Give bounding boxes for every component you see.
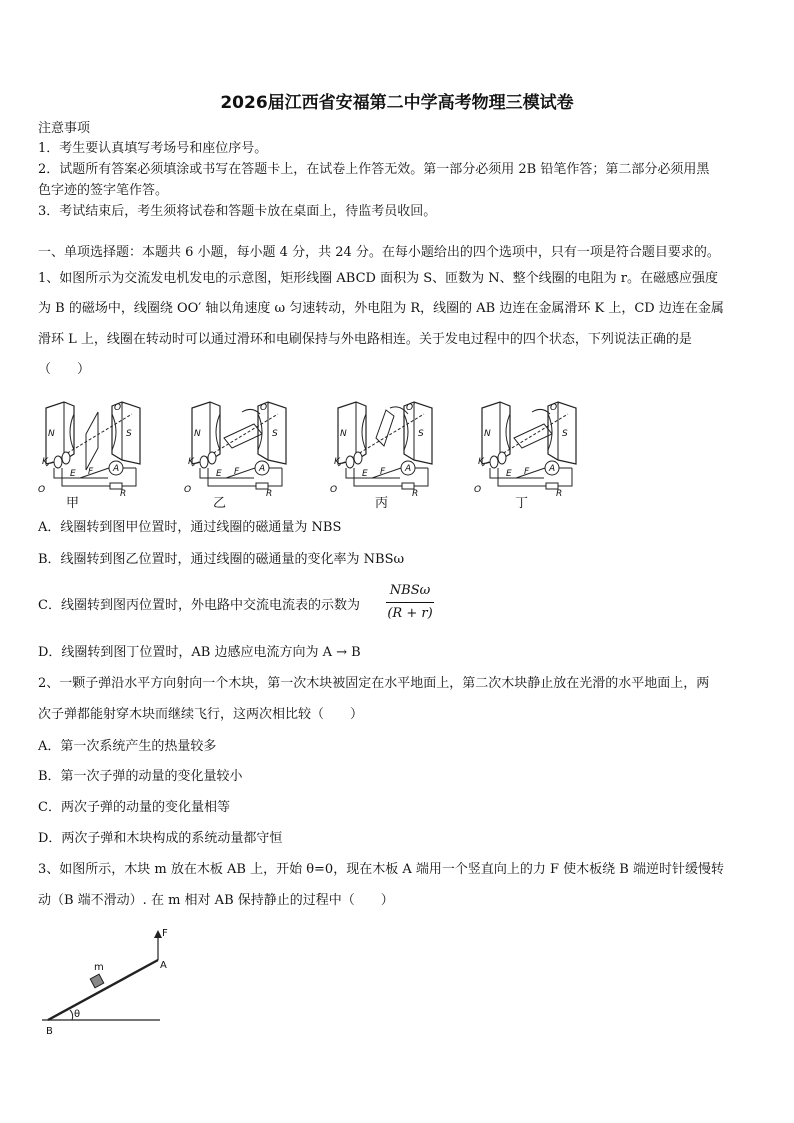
label-n: N xyxy=(340,429,347,439)
label-ammeter: A xyxy=(405,464,412,474)
label-f: F xyxy=(380,467,386,477)
option-a: A．线圈转到图甲位置时，通过线圈的磁通量为 NBS xyxy=(38,520,342,535)
label-k: K xyxy=(188,457,194,467)
label-b: B xyxy=(46,1026,53,1037)
label-o: O xyxy=(474,485,482,495)
label-force: F xyxy=(162,928,168,939)
label-o-prime: O′ xyxy=(114,403,124,413)
label-r: R xyxy=(556,489,563,499)
label-n: N xyxy=(48,429,55,439)
question-text: （ ） xyxy=(38,362,91,377)
label-k: K xyxy=(42,457,48,467)
option-c: C．线圈转到图丙位置时，外电路中交流电流表的示数为 xyxy=(38,598,360,613)
label-n: N xyxy=(194,429,201,439)
option-b: B．第一次子弹的动量的变化量较小 xyxy=(38,769,243,784)
notice-item: 3．考试结束后，考生须将试卷和答题卡放在桌面上，待监考员收回。 xyxy=(38,204,437,219)
option-d: D．线圈转到图丁位置时，AB 边感应电流方向为 A → B xyxy=(38,645,361,660)
question-text: 滑环 L 上，线圈在转动时可以通过滑环和电刷保持与外电路相连。关于发电过程中的四个状态，下列说法正确的是 xyxy=(38,332,692,347)
notice-item: 2．试题所有答案必须填涂或书写在答题卡上，在试卷上作答无效。第一部分必须用 2B 铅笔作答；第二部分必须用黑 xyxy=(38,162,710,177)
notice-item: 色字迹的签字笔作答。 xyxy=(38,183,169,198)
label-f: F xyxy=(234,467,240,477)
figure-label-ding: 丁 xyxy=(515,496,529,511)
label-s: S xyxy=(418,429,424,439)
label-o-prime: O′ xyxy=(406,403,416,413)
label-s: S xyxy=(562,429,568,439)
generator-figures xyxy=(36,394,756,512)
label-e: E xyxy=(506,469,512,479)
label-r: R xyxy=(266,489,273,499)
label-s: S xyxy=(272,429,278,439)
question-text: 2、一颗子弹沿水平方向射向一个木块，第一次木块被固定在水平地面上，第二次木块静止放在光滑的水平地面上，两 xyxy=(38,676,710,691)
figure-label-jia: 甲 xyxy=(66,496,80,511)
label-o: O xyxy=(38,485,46,495)
question-text: 动（B 端不滑动）. 在 m 相对 AB 保持静止的过程中（ ） xyxy=(38,893,394,908)
fraction-denominator: (R + r) xyxy=(387,606,433,621)
label-a: A xyxy=(160,960,167,971)
question-text: 1、如图所示为交流发电机发电的示意图，矩形线圈 ABCD 面积为 S、匝数为 N、整个线圈的电阻为 r。在磁感应强度 xyxy=(38,271,718,286)
label-e: E xyxy=(70,469,76,479)
incline-figure xyxy=(36,924,176,1042)
page-title: 2026届江西省安福第二中学高考物理三模试卷 xyxy=(220,93,574,113)
figure-label-yi: 乙 xyxy=(213,496,227,511)
label-ammeter: A xyxy=(113,464,120,474)
notice-item: 1．考生要认真填写考场号和座位序号。 xyxy=(38,141,268,156)
label-m: m xyxy=(94,962,104,973)
option-a: A．第一次系统产生的热量较多 xyxy=(38,739,217,754)
question-text: 为 B 的磁场中，线圈绕 OO′ 轴以角速度 ω 匀速转动，外电阻为 R，线圈的 AB 边连在金属滑环 K 上，CD 边连在金属 xyxy=(38,301,724,316)
label-o-prime: O′ xyxy=(260,403,270,413)
label-f: F xyxy=(524,467,530,477)
option-c: C．两次子弹的动量的变化量相等 xyxy=(38,800,230,815)
figure-label-bing: 丙 xyxy=(375,496,389,511)
question-text: 次子弹都能射穿木块而继续飞行，这两次相比较（ ） xyxy=(38,707,364,722)
label-o: O xyxy=(184,485,192,495)
fraction-bar xyxy=(386,602,434,603)
question-text: 3、如图所示，木块 m 放在木板 AB 上，开始 θ=0，现在木板 A 端用一个竖直向上的力 F 使木板绕 B 端逆时针缓慢转 xyxy=(38,862,724,877)
notice-heading: 注意事项 xyxy=(38,121,91,136)
label-n: N xyxy=(484,429,491,439)
label-f: F xyxy=(88,467,94,477)
label-r: R xyxy=(412,489,419,499)
label-o-prime: O′ xyxy=(550,403,560,413)
label-ammeter: A xyxy=(259,464,266,474)
label-e: E xyxy=(216,469,222,479)
option-d: D．两次子弹和木块构成的系统动量都守恒 xyxy=(38,831,283,846)
label-s: S xyxy=(126,429,132,439)
label-r: R xyxy=(120,489,127,499)
label-o: O xyxy=(330,485,338,495)
label-k: K xyxy=(478,457,484,467)
fraction-numerator: NBSω xyxy=(389,583,431,598)
option-b: B．线圈转到图乙位置时，通过线圈的磁通量的变化率为 NBSω xyxy=(38,552,405,567)
label-theta: θ xyxy=(74,1009,81,1020)
label-e: E xyxy=(362,469,368,479)
label-k: K xyxy=(334,457,340,467)
label-ammeter: A xyxy=(549,464,556,474)
section-heading: 一、单项选择题：本题共 6 小题，每小题 4 分，共 24 分。在每小题给出的四个选项中，只有一项是符合题目要求的。 xyxy=(38,245,720,260)
